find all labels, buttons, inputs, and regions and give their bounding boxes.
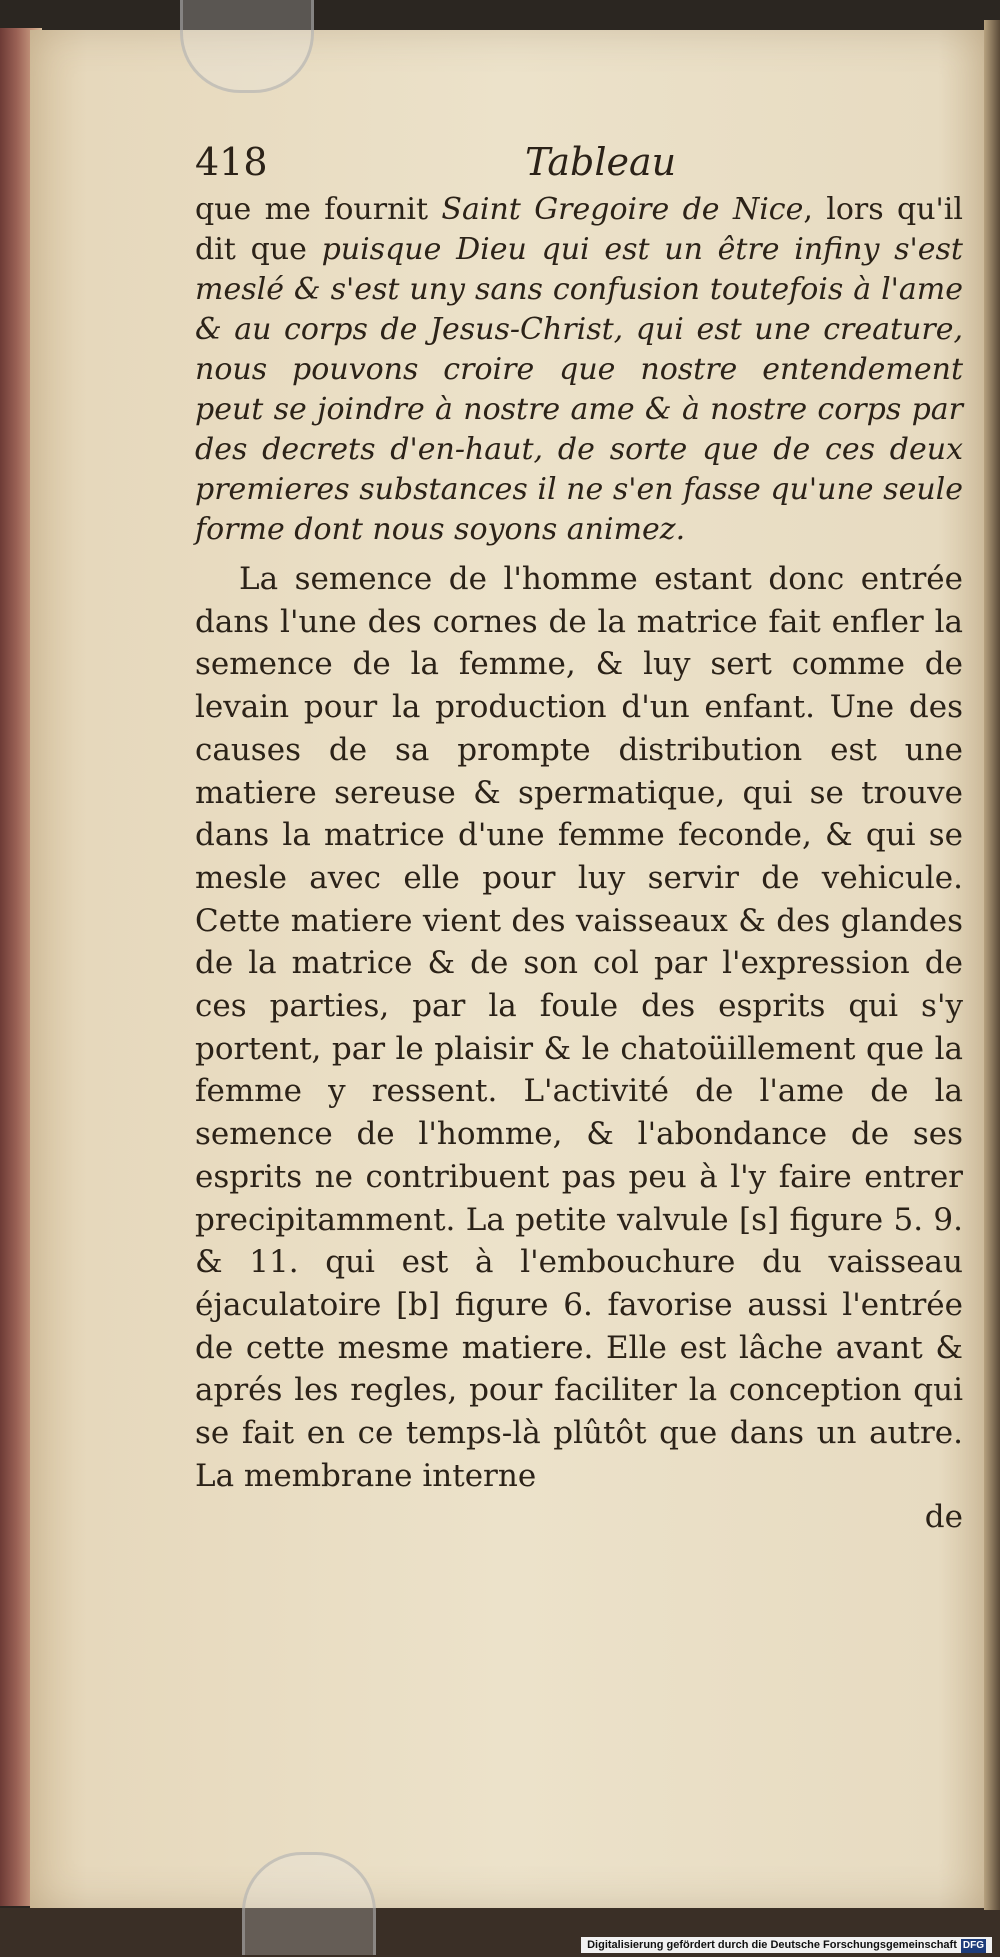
digitization-credit (581, 1937, 992, 1953)
dfg-logo: DFG (962, 1940, 984, 1951)
book-spine-shadow (984, 20, 1000, 1910)
page-number: 418 (195, 140, 268, 184)
catchword: de (924, 1499, 963, 1536)
page-text (195, 140, 963, 1535)
italic-quotation (195, 190, 963, 550)
quote-source: Saint Gregoire de Nice (441, 192, 804, 227)
running-title: Tableau (525, 140, 677, 184)
page-header (195, 140, 963, 190)
quote-lead: que me fournit (195, 192, 442, 227)
bottom-page-clip (242, 1852, 376, 1955)
quote-lead-end: , lors qu'il dit que (195, 192, 963, 267)
credit-text: Digitalisierung gefördert durch die Deutsche Forschungsgemeinschaft (587, 1939, 957, 1951)
body-paragraph: La semence de l'homme estant donc entrée dans l'une des cornes de la matrice fait enfler la semence de la femme, & luy sert comme de levain pour la production d'un enfant. Une des causes de sa prompte distribution est une matiere sereuse & spermatique, qui se trouve dans la matrice d'une femme feconde, & qui se mesle avec elle pour luy servir de vehicule. Cette matiere vient des vaisseaux & des glandes de la matrice & de son col par l'expression de ces parties, par la foule des esprits qui s'y portent, par le plaisir & le chatoüillement que la femme y ressent. L'activité de l'ame de la semence de l'homme, & l'abondance de ses esprits ne contribuent pas peu à l'y faire entrer precipitamment. La petite valvule [s] figure 5. 9. & 11. qui est à l'embouchure du vaisseau éjaculatoire [b] figure 6. favorise aussi l'entrée de cette mesme matiere. Elle est lâche avant & aprés les regles, pour faciliter la conception qui se fait en ce temps-là plûtôt que dans un autre. La membrane interne (195, 561, 963, 1494)
quote-body: puisque Dieu qui est un être infiny s'est meslé & s'est uny sans confusion toutefois à l'ame & au corps de Jesus-Christ, qui est une creature, nous pouvons croire que nostre entendement peut se joindre à nostre ame & à nostre corps par des decrets d'en-haut, de sorte que de ces deux premieres substances il ne s'en fasse qu'une seule forme dont nous soyons animez. (195, 232, 963, 547)
